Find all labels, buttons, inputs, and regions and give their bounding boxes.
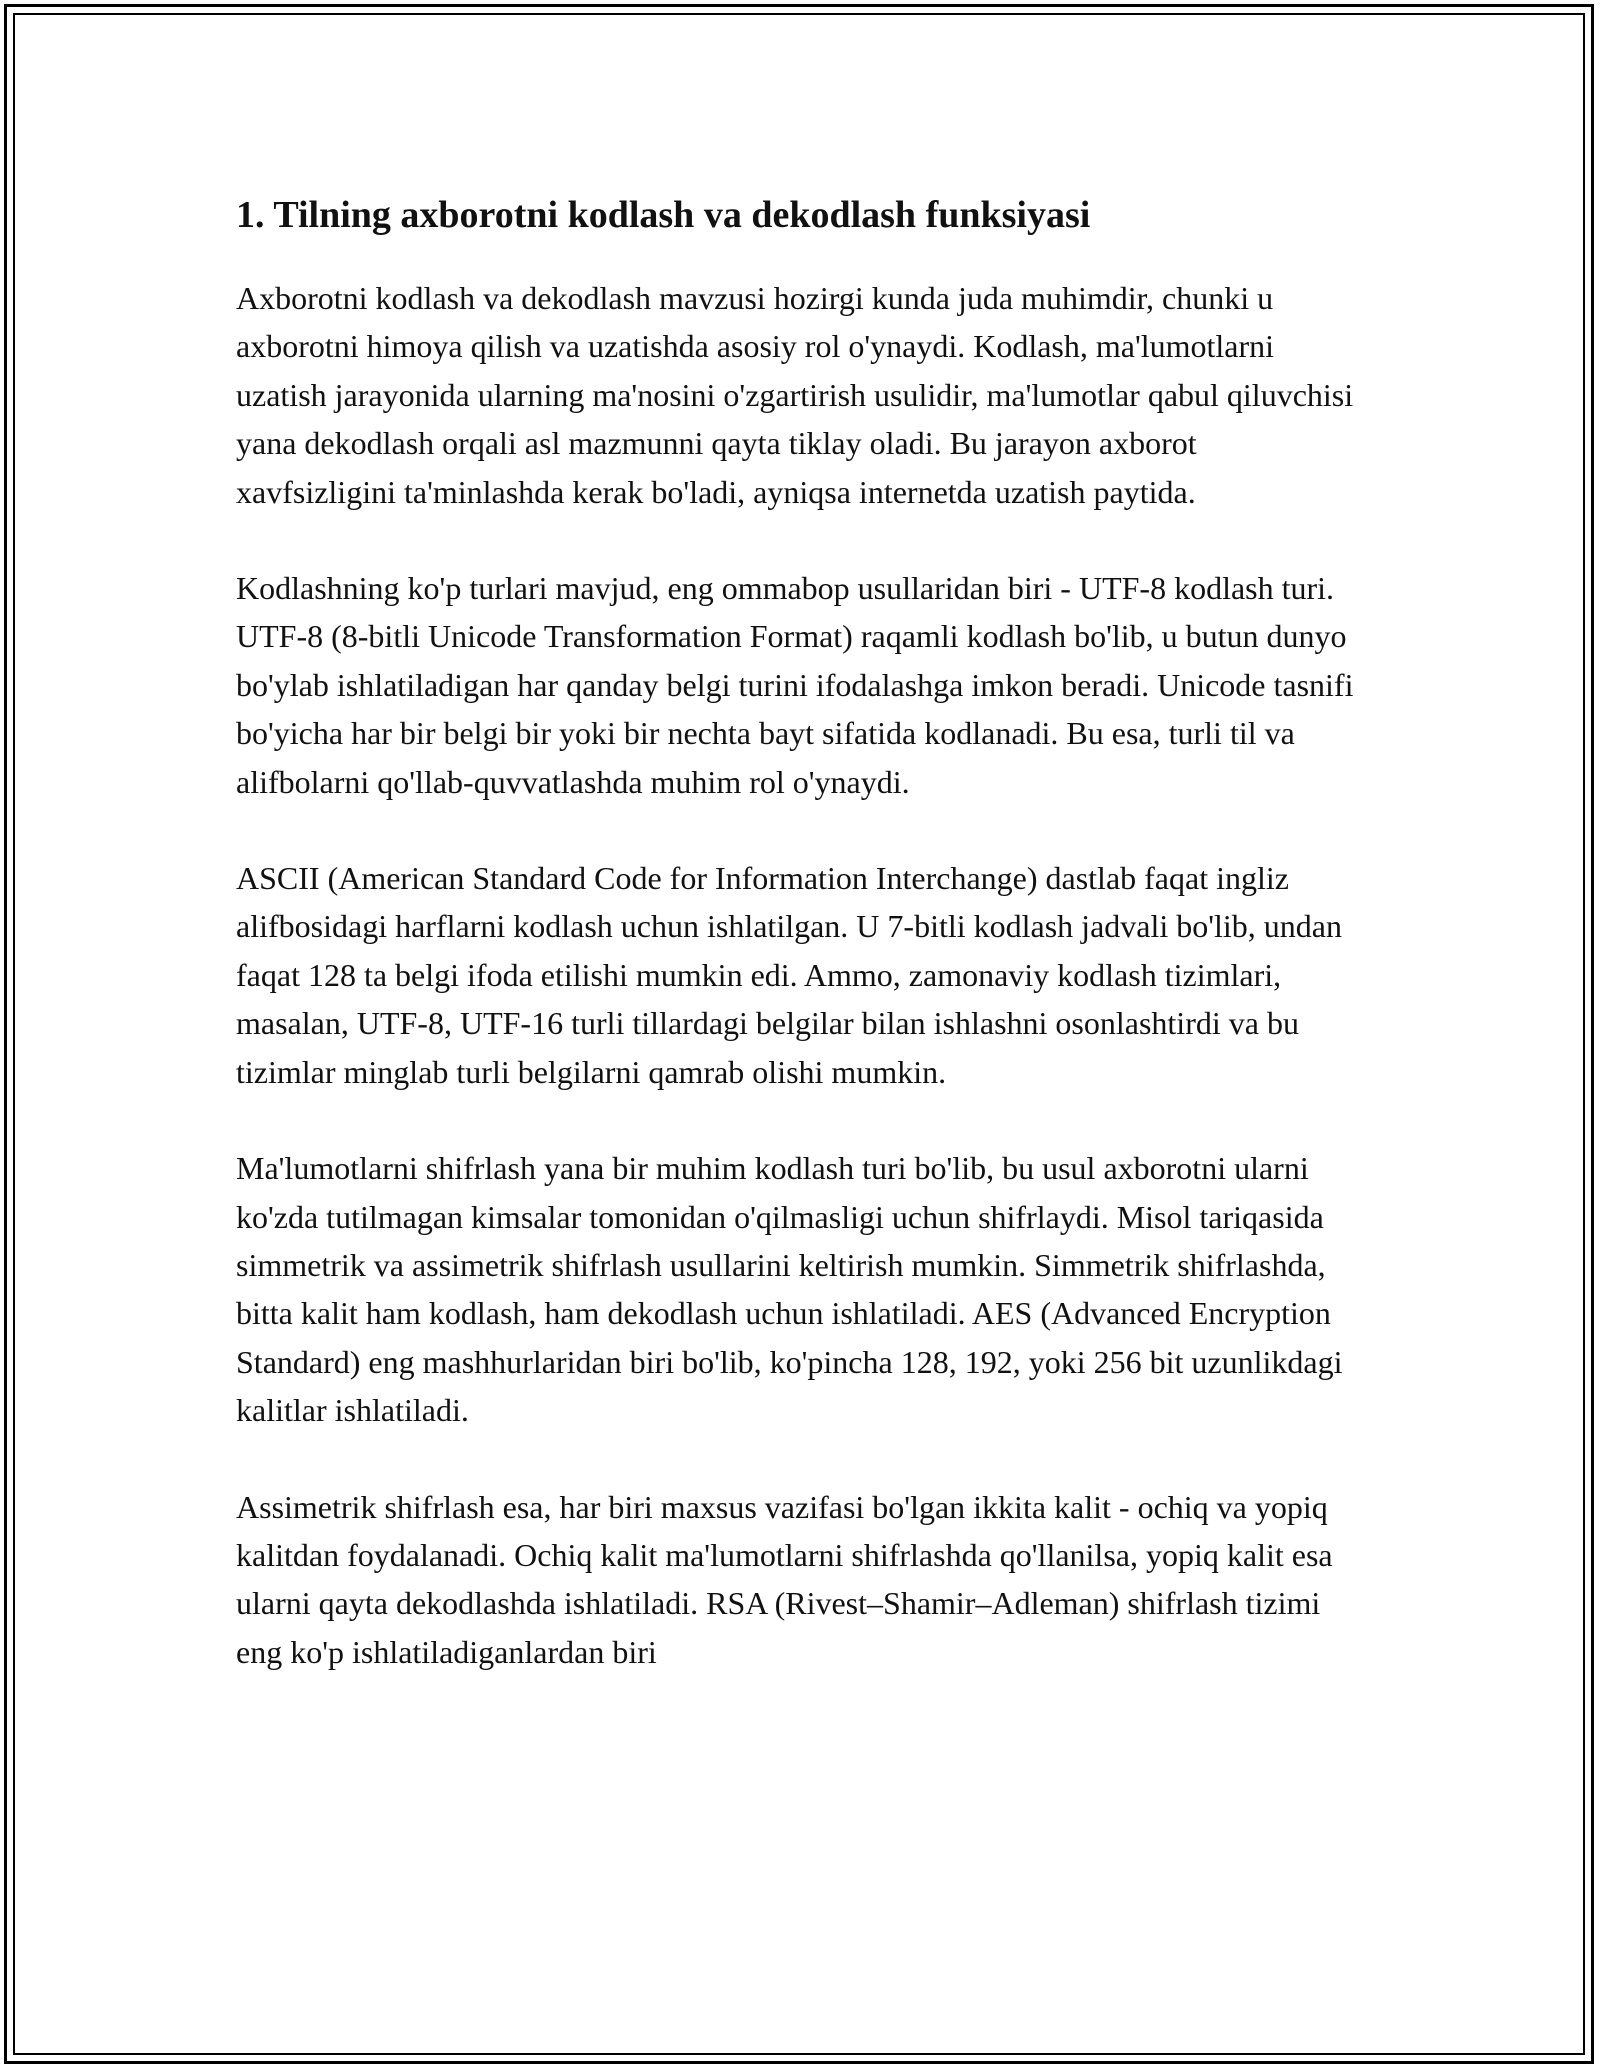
document-title: 1. Tilning axborotni kodlash va dekodlash funksiyasi [236,194,1091,236]
document-body [236,186,1356,1676]
paragraph-ascii: ASCII (American Standard Code for Information Interchange) dastlab faqat ingliz alifbosidagi harflarni kodlash uchun ishlatilgan. U 7-bitli kodlash jadvali bo'lib, undan faqat 128 ta belgi ifoda etilishi mumkin edi. Ammo, zamonaviy kodlash tizimlari, masalan, UTF-8, UTF-16 turli tillardagi belgilar bilan ishlashni osonlashtirdi va bu tizimlar minglab turli belgilarni qamrab olishi mumkin. [236,860,1342,1090]
paragraph-symmetric-encryption: Ma'lumotlarni shifrlash yana bir muhim kodlash turi bo'lib, bu usul axborotni ularni ko'zda tutilmagan kimsalar tomonidan o'qilmasligi uchun shifrlaydi. Misol tariqasida simmetrik va assimetrik shifrlash usullarini keltirish mumkin. Simmetrik shifrlashda, bitta kalit ham kodlash, ham dekodlash uchun ishlatiladi. AES (Advanced Encryption Standard) eng mashhurlaridan biri bo'lib, ko'pincha 128, 192, yoki 256 bit uzunlikdagi kalitlar ishlatiladi. [236,1150,1343,1429]
paragraph-intro: Axborotni kodlash va dekodlash mavzusi hozirgi kunda juda muhimdir, chunki u axborotni himoya qilish va uzatishda asosiy rol o'ynaydi. Kodlash, ma'lumotlarni uzatish jarayonida ularning ma'nosini o'zgartirish usulidir, ma'lumotlar qabul qiluvchisi yana dekodlash orqali asl mazmunni qayta tiklay oladi. Bu jarayon axborot xavfsizligini ta'minlashda kerak bo'ladi, ayniqsa internetda uzatish paytida. [236,280,1354,510]
paragraph-asymmetric-encryption: Assimetrik shifrlash esa, har biri maxsus vazifasi bo'lgan ikkita kalit - ochiq va yopiq kalitdan foydalanadi. Ochiq kalit ma'lumotlarni shifrlashda qo'llanilsa, yopiq kalit esa ularni qayta dekodlashda ishlatiladi. RSA (Rivest–Shamir–Adleman) shifrlash tizimi eng ko'p ishlatiladiganlardan biri [236,1488,1333,1670]
paragraph-utf8: Kodlashning ko'p turlari mavjud, eng ommabop usullaridan biri - UTF-8 kodlash turi. UTF-8 (8-bitli Unicode Transformation Format) raqamli kodlash bo'lib, u butun dunyo bo'ylab ishlatiladigan har qanday belgi turini ifodalashga imkon beradi. Unicode tasnifi bo'yicha har bir belgi bir yoki bir nechta bayt sifatida kodlanadi. Bu esa, turli til va alifbolarni qo'llab-quvvatlashda muhim rol o'ynaydi. [236,570,1354,800]
